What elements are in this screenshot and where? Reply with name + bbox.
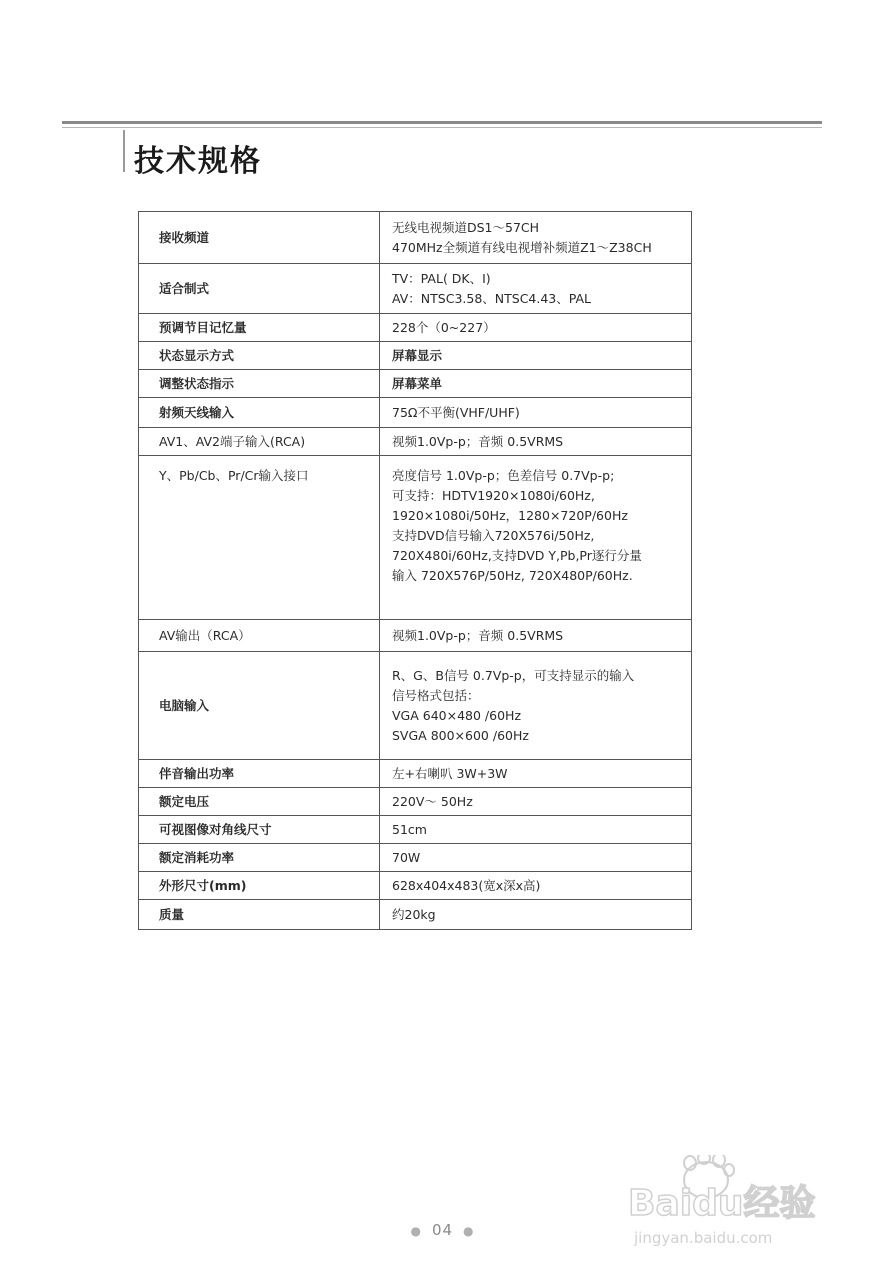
spec-value-line: 亮度信号 1.0Vp-p；色差信号 0.7Vp-p; (392, 468, 615, 483)
header-rule (62, 121, 822, 124)
spec-value-line: VGA 640×480 /60Hz (392, 707, 522, 723)
spec-value-line: 约20kg (392, 906, 436, 922)
spec-value (380, 760, 692, 788)
spec-value-line: 视频1.0Vp-p；音频 0.5VRMS (392, 627, 564, 643)
watermark-logo (628, 1155, 848, 1250)
header-rule-thin (62, 127, 822, 128)
spec-value-line: 左+右喇叭 3W+3W (392, 765, 508, 781)
table-row (139, 900, 692, 930)
watermark-brand: Baidu经验 (628, 1183, 816, 1224)
spec-label: 额定消耗功率 (139, 844, 380, 872)
spec-value-line: 无线电视频道DS1～57CH (392, 219, 540, 235)
table-row (139, 342, 692, 370)
table-row (139, 314, 692, 342)
spec-value-line: 视频1.0Vp-p；音频 0.5VRMS (392, 433, 564, 449)
spec-value (380, 370, 692, 398)
spec-value-line: 70W (392, 849, 421, 865)
table-row (139, 264, 692, 314)
spec-value (380, 900, 692, 930)
spec-value-line: 信号格式包括： (392, 687, 480, 703)
spec-value-line: 输入 720X576P/50Hz, 720X480P/60Hz. (392, 568, 633, 583)
spec-label: 接收频道 (139, 212, 380, 264)
spec-value-line: 470MHz全频道有线电视增补频道Z1～Z38CH (392, 239, 652, 255)
spec-value (380, 264, 692, 314)
bullet-dot-icon: ● (463, 1224, 475, 1238)
watermark-url: jingyan.baidu.com (634, 1229, 773, 1247)
spec-value (380, 816, 692, 844)
spec-value-line: 屏幕菜单 (392, 375, 443, 391)
table-row (139, 620, 692, 652)
spec-value-line: 51cm (392, 821, 427, 837)
spec-label: 质量 (139, 900, 380, 930)
spec-label: 调整状态指示 (139, 370, 380, 398)
spec-value-line: 可支持：HDTV1920×1080i/60Hz, (392, 488, 595, 503)
table-row (139, 760, 692, 788)
spec-value-line: SVGA 800×600 /60Hz (392, 727, 529, 743)
spec-label: AV1、AV2端子输入(RCA) (139, 428, 380, 456)
spec-value (380, 428, 692, 456)
spec-value (380, 398, 692, 428)
spec-value-line: 720X480i/60Hz,支持DVD Y,Pb,Pr逐行分量 (392, 548, 642, 563)
table-row (139, 398, 692, 428)
spec-label: AV输出（RCA） (139, 620, 380, 652)
spec-label: 伴音输出功率 (139, 760, 380, 788)
spec-value-line: 628x404x483(宽x深x高) (392, 877, 541, 893)
spec-table (138, 211, 692, 930)
spec-value (380, 342, 692, 370)
spec-label: 预调节目记忆量 (139, 314, 380, 342)
spec-value (380, 620, 692, 652)
spec-label: Y、Pb/Cb、Pr/Cr输入接口 (139, 456, 380, 620)
spec-value-line: 屏幕显示 (392, 347, 443, 363)
spec-label: 电脑输入 (139, 652, 380, 760)
spec-value (380, 872, 692, 900)
spec-label: 可视图像对角线尺寸 (139, 816, 380, 844)
spec-value-line: 支持DVD信号输入720X576i/50Hz, (392, 528, 595, 543)
spec-value (380, 456, 692, 620)
spec-value (380, 212, 692, 264)
table-row (139, 456, 692, 620)
spec-value-line: R、G、B信号 0.7Vp-p，可支持显示的输入 (392, 667, 635, 683)
spec-value (380, 652, 692, 760)
spec-value-line: 1920×1080i/50Hz，1280×720P/60Hz (392, 508, 628, 523)
spec-value-line: TV：PAL( DK、I) (392, 270, 491, 286)
spec-label: 外形尺寸(mm) (139, 872, 380, 900)
spec-label: 额定电压 (139, 788, 380, 816)
spec-value (380, 314, 692, 342)
table-row (139, 872, 692, 900)
table-row (139, 788, 692, 816)
table-row (139, 370, 692, 398)
bullet-dot-icon: ● (410, 1224, 422, 1238)
spec-value-line: AV：NTSC3.58、NTSC4.43、PAL (392, 290, 592, 306)
spec-value-line: 228个（0~227） (392, 319, 496, 335)
spec-label: 射频天线输入 (139, 398, 380, 428)
spec-label: 适合制式 (139, 264, 380, 314)
spec-value-line: 220V～ 50Hz (392, 793, 473, 809)
table-row (139, 212, 692, 264)
spec-value (380, 844, 692, 872)
spec-label: 状态显示方式 (139, 342, 380, 370)
spec-value (380, 788, 692, 816)
spec-value-line: 75Ω不平衡(VHF/UHF) (392, 404, 520, 420)
table-row (139, 428, 692, 456)
page-title: 技术规格 (134, 144, 262, 179)
table-row (139, 816, 692, 844)
page-number: 04 (431, 1221, 454, 1239)
table-row (139, 844, 692, 872)
title-bar-accent (123, 130, 125, 172)
table-row (139, 652, 692, 760)
